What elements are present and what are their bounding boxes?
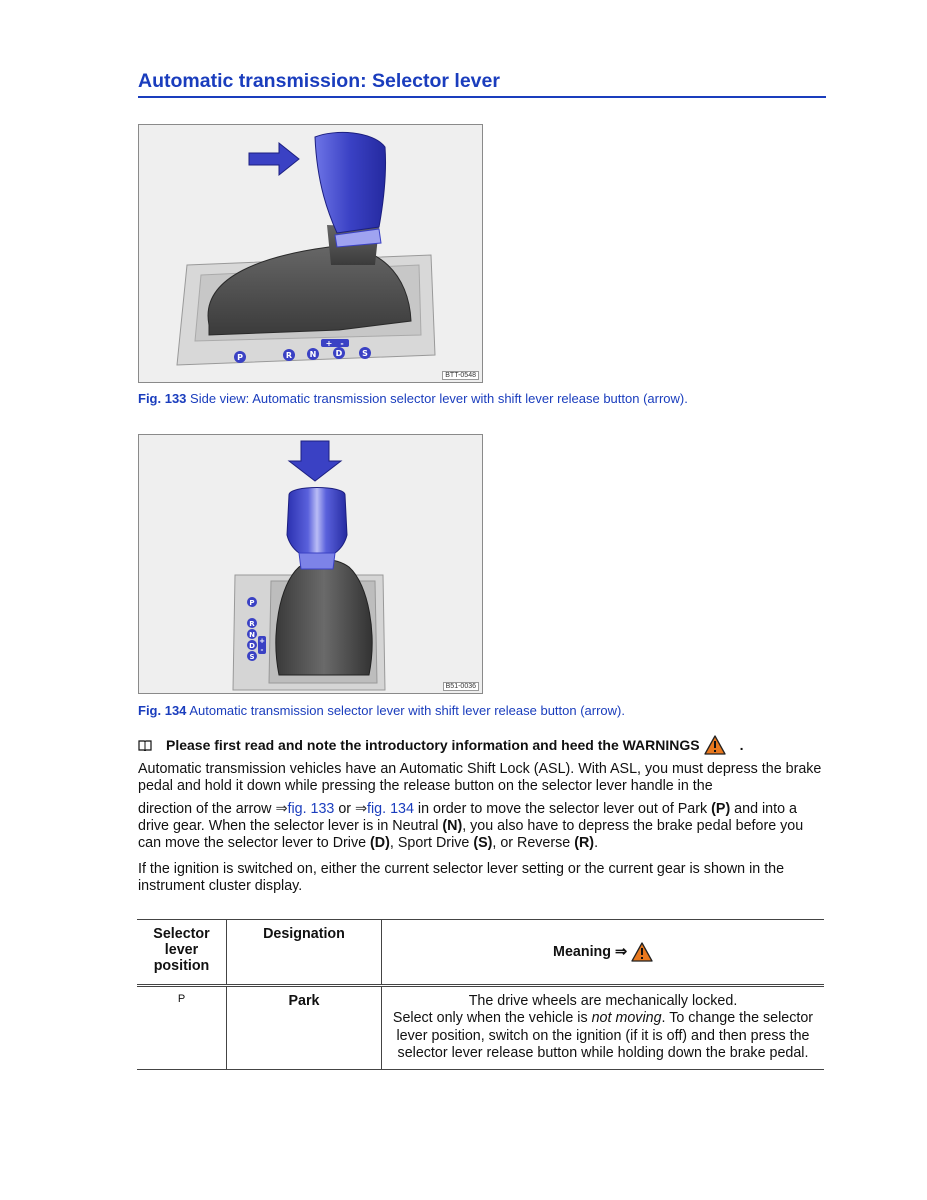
note-text: Please first read and note the introductory information and heed the WARNINGS — [166, 737, 700, 753]
table-header-row — [137, 920, 824, 986]
header-position: Selector lever position — [153, 926, 210, 974]
gate-label-r: R — [249, 620, 255, 628]
book-icon — [138, 740, 152, 751]
warning-note — [138, 735, 744, 755]
gate-label-minus: - — [340, 339, 344, 348]
gate-label-r: R — [285, 351, 293, 360]
gate-label-d: D — [335, 349, 343, 358]
cell-meaning — [382, 986, 825, 1070]
gear-p: (P) — [711, 801, 731, 817]
gate-label-d: D — [249, 642, 255, 650]
figure-134-caption — [138, 703, 625, 718]
selector-table — [137, 919, 824, 1070]
gear-n: (N) — [442, 818, 463, 835]
gear-s: (S) — [473, 835, 493, 852]
header-designation: Designation — [227, 920, 382, 986]
header-meaning-text: Meaning ⇒ — [553, 943, 627, 960]
link-fig-133[interactable]: fig. 133 — [287, 801, 335, 817]
figure-number: Fig. 133 — [138, 391, 187, 406]
text: , or Reverse — [492, 835, 575, 852]
gate-label-plus: + — [259, 637, 265, 645]
note-end: . — [739, 737, 744, 753]
header-meaning — [382, 920, 825, 986]
figure-133-caption — [138, 391, 688, 406]
gate-label-plus: + — [325, 339, 333, 348]
text: or — [334, 801, 356, 817]
table-row — [137, 986, 824, 1070]
figure-code: B51-0036 — [443, 682, 479, 691]
figure-code: BTT-0548 — [442, 371, 479, 380]
text: and into a drive gear. When the selector lever is in Neutral — [138, 801, 797, 835]
text: , you also have to depress the brake pedal before you can move the selector lever to Drive — [138, 818, 804, 852]
arrow-symbol: ⇒ — [355, 801, 368, 817]
figure-caption-text: Automatic transmission selector lever with shift lever release button (arrow). — [189, 703, 625, 718]
gear-d: (D) — [370, 835, 390, 852]
warning-triangle-icon[interactable] — [704, 735, 726, 755]
figure-number: Fig. 134 — [138, 703, 187, 718]
meaning-emphasis: not moving — [591, 1010, 662, 1027]
paragraph-ignition: If the ignition is switched on, either the current selector lever setting or the current gear is shown in the instrument cluster display. — [138, 861, 785, 895]
meaning-text: Select only when the vehicle is — [392, 1010, 592, 1027]
meaning-text: . To change the selector lever position, switch on the ignition (if it is off) and then press the selector lever release button while holding down the brake pedal. — [396, 1010, 814, 1062]
gate-label-minus: - — [260, 646, 264, 654]
gear-r: (R) — [574, 835, 595, 852]
figure-133-image — [138, 124, 483, 383]
text: . — [594, 835, 599, 852]
gate-label-s: S — [249, 653, 255, 661]
figure-caption-text: Side view: Automatic transmission selector lever with shift lever release button (arrow). — [190, 391, 688, 406]
cell-designation: Park — [227, 986, 382, 1070]
link-fig-134[interactable]: fig. 134 — [367, 801, 414, 817]
text: in order to move the selector lever out of Park — [413, 801, 712, 817]
paragraph-asl: Automatic transmission vehicles have an Automatic Shift Lock (ASL). With ASL, you must depress the brake pedal and hold it down while pressing the release button on the selector lever handle in the — [138, 761, 822, 795]
arrow-symbol: ⇒ — [275, 801, 288, 817]
gate-label-n: N — [309, 350, 317, 359]
gate-label-s: S — [362, 349, 368, 358]
page-title: Automatic transmission: Selector lever — [138, 70, 826, 98]
paragraph-direction — [138, 801, 828, 853]
warning-triangle-icon[interactable] — [631, 942, 653, 962]
text: direction of the arrow — [138, 801, 276, 817]
gate-label-p: P — [237, 353, 243, 362]
cell-position: P — [177, 993, 186, 1005]
figure-134-image — [138, 434, 483, 694]
meaning-line: The drive wheels are mechanically locked. — [468, 993, 738, 1009]
gate-label-n: N — [249, 631, 255, 639]
text: , Sport Drive — [389, 835, 474, 852]
gate-label-p: P — [249, 599, 255, 607]
